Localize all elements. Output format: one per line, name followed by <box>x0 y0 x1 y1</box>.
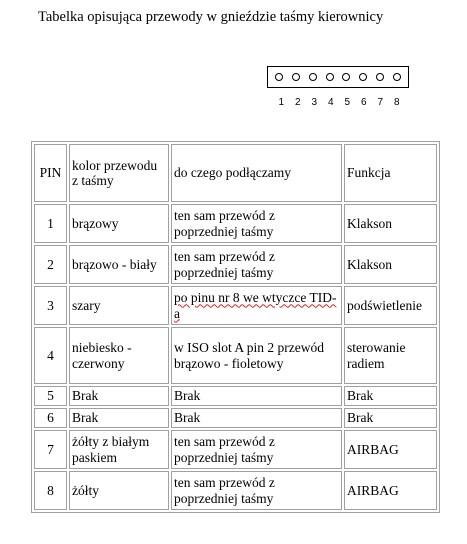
cell-pin: 4 <box>34 327 67 384</box>
cell-pin: 2 <box>34 245 67 284</box>
cell-connect: ten sam przewód z poprzedniej taśmy <box>171 204 342 243</box>
cell-function: AIRBAG <box>344 430 437 469</box>
cell-function: podświetlenie <box>344 286 437 325</box>
table-row <box>34 386 437 406</box>
pin-hole-8 <box>393 73 401 81</box>
header-pin: PIN <box>34 144 67 202</box>
table-row <box>34 286 437 325</box>
cell-color: brązowy <box>69 204 169 243</box>
pin-hole-1 <box>275 73 283 81</box>
cell-pin: 1 <box>34 204 67 243</box>
page-title: Tabelka opisująca przewody w gnieździe taśmy kierownicy <box>38 9 384 25</box>
cell-function: Brak <box>344 408 437 428</box>
pin-number: 7 <box>377 97 384 108</box>
table-row <box>34 204 437 243</box>
connector-pin-numbers <box>273 97 405 108</box>
pin-hole-3 <box>309 73 317 81</box>
header-color: kolor przewodu z taśmy <box>69 144 169 202</box>
cell-connect: ten sam przewód z poprzedniej taśmy <box>171 245 342 284</box>
cell-color: niebiesko - czerwony <box>69 327 169 384</box>
pin-number: 1 <box>278 97 285 108</box>
pin-table <box>31 141 440 513</box>
pin-hole-5 <box>342 73 350 81</box>
cell-function: Klakson <box>344 204 437 243</box>
pin-hole-4 <box>326 73 334 81</box>
cell-pin: 3 <box>34 286 67 325</box>
cell-pin: 5 <box>34 386 67 406</box>
cell-function: Klakson <box>344 245 437 284</box>
pin-hole-6 <box>359 73 367 81</box>
cell-color: żółty <box>69 471 169 510</box>
cell-connect: po pinu nr 8 we wtyczce TID-a <box>171 286 342 325</box>
pin-hole-2 <box>292 73 300 81</box>
cell-connect: w ISO slot A pin 2 przewód brązowo - fioletowy <box>171 327 342 384</box>
pin-number: 2 <box>294 97 301 108</box>
pin-number: 3 <box>311 97 318 108</box>
cell-pin: 8 <box>34 471 67 510</box>
table-row <box>34 245 437 284</box>
cell-connect: Brak <box>171 408 342 428</box>
cell-color: Brak <box>69 408 169 428</box>
table-row <box>34 408 437 428</box>
cell-connect: ten sam przewód z poprzedniej taśmy <box>171 471 342 510</box>
table-row <box>34 430 437 469</box>
connector-diagram <box>267 66 409 88</box>
cell-connect: ten sam przewód z poprzedniej taśmy <box>171 430 342 469</box>
cell-function: AIRBAG <box>344 471 437 510</box>
pin-number: 6 <box>360 97 367 108</box>
table-header-row <box>34 144 437 202</box>
cell-color: brązowo - biały <box>69 245 169 284</box>
cell-connect: Brak <box>171 386 342 406</box>
cell-function: Brak <box>344 386 437 406</box>
pin-number: 8 <box>393 97 400 108</box>
table-row <box>34 471 437 510</box>
cell-function: sterowanie radiem <box>344 327 437 384</box>
header-connect: do czego podłączamy <box>171 144 342 202</box>
cell-color: żółty z białym paskiem <box>69 430 169 469</box>
table-row <box>34 327 437 384</box>
cell-color: Brak <box>69 386 169 406</box>
pin-number: 5 <box>344 97 351 108</box>
cell-pin: 7 <box>34 430 67 469</box>
cell-pin: 6 <box>34 408 67 428</box>
cell-color: szary <box>69 286 169 325</box>
header-function: Funkcja <box>344 144 437 202</box>
pin-number: 4 <box>327 97 334 108</box>
pin-hole-7 <box>376 73 384 81</box>
